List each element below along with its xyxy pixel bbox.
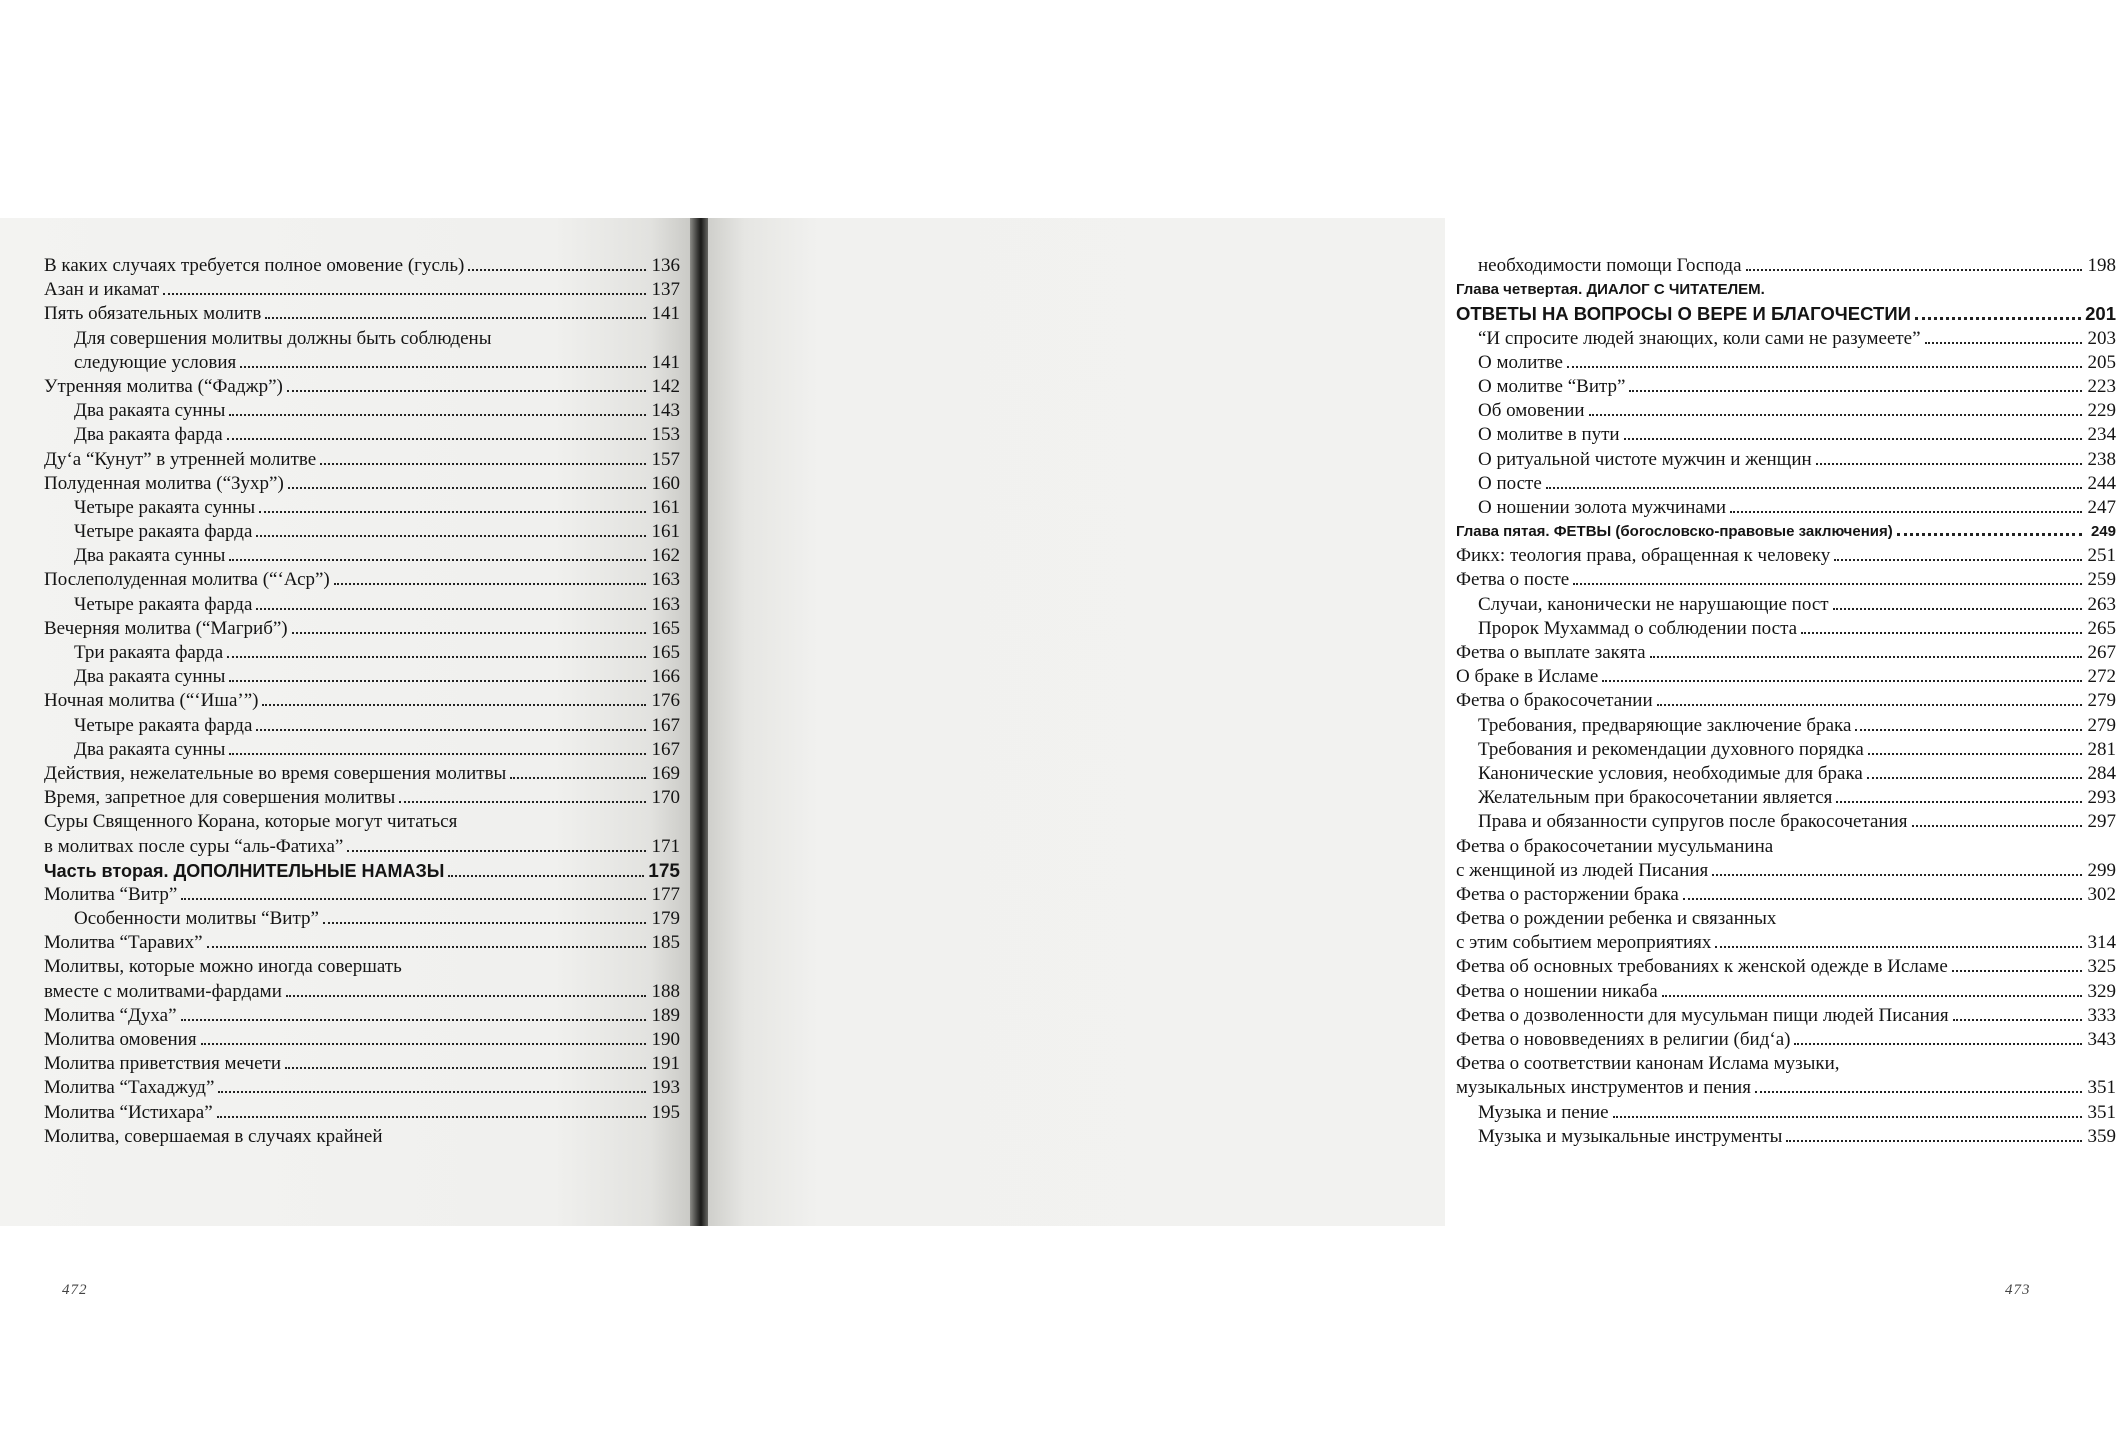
toc-entry xyxy=(1456,544,2116,568)
toc-entry-title: О молитве в пути xyxy=(1478,424,1620,446)
toc-entry xyxy=(44,786,680,810)
toc-entry-title: Фетва о дозволенности для мусульман пищи людей Писания xyxy=(1456,1004,1949,1026)
toc-leader-dots xyxy=(229,753,646,755)
toc-leader-dots xyxy=(1816,463,2082,465)
toc-entry-page: 205 xyxy=(2087,351,2116,373)
toc-entry-page: 189 xyxy=(651,1004,680,1026)
toc-entry-page: 188 xyxy=(651,980,680,1002)
toc-entry xyxy=(44,496,680,520)
toc-leader-dots xyxy=(218,1091,646,1093)
toc-entry-title: Молитва, совершаемая в случаях крайней xyxy=(44,1125,383,1147)
toc-entry-title: Утренняя молитва (“Фаджр”) xyxy=(44,375,283,397)
toc-entry-title: Полуденная молитва (“Зухр”) xyxy=(44,472,284,494)
toc-entry-title: Права и обязанности супругов после бракосочетания xyxy=(1478,811,1908,833)
toc-entry-title: Азан и икамат xyxy=(44,279,160,301)
toc-leader-dots xyxy=(1855,729,2082,731)
toc-entry-title: Пять обязательных молитв xyxy=(44,303,262,325)
toc-entry-page: 238 xyxy=(2087,448,2116,470)
toc-entry xyxy=(1456,738,2116,762)
toc-entry xyxy=(1456,641,2116,665)
toc-leader-dots xyxy=(286,995,646,997)
toc-entry xyxy=(44,423,680,447)
toc-entry xyxy=(44,883,680,907)
toc-entry xyxy=(1456,1101,2116,1125)
toc-entry-title: Два ракаята сунны xyxy=(74,738,226,760)
toc-leader-dots xyxy=(1662,995,2082,997)
toc-entry-title: Фетва о выплате закята xyxy=(1456,642,1646,663)
left-table-of-contents xyxy=(44,254,680,1149)
toc-entry xyxy=(44,1004,680,1028)
toc-entry-page: 351 xyxy=(2087,1077,2116,1099)
toc-entry xyxy=(1456,714,2116,738)
toc-entry-page: 272 xyxy=(2087,666,2116,688)
toc-leader-dots xyxy=(1801,632,2082,634)
toc-entry xyxy=(44,931,680,955)
toc-entry-page: 165 xyxy=(651,642,680,663)
right-page-number: 473 xyxy=(2005,1282,2031,1298)
right-table-of-contents xyxy=(1456,254,2116,1149)
toc-entry-page: 198 xyxy=(2087,255,2116,276)
toc-leader-dots xyxy=(1915,317,2081,320)
toc-leader-dots xyxy=(1925,342,2082,344)
toc-entry-title: Фетва о ношении никаба xyxy=(1456,980,1658,1002)
toc-leader-dots xyxy=(448,875,644,877)
toc-leader-dots xyxy=(347,850,646,852)
toc-entry xyxy=(44,689,680,713)
toc-leader-dots xyxy=(285,1067,646,1069)
toc-entry xyxy=(44,1028,680,1052)
toc-entry-page: 229 xyxy=(2087,400,2116,422)
toc-entry-title: Музыка и пение xyxy=(1478,1101,1609,1123)
toc-leader-dots xyxy=(468,269,646,271)
toc-leader-dots xyxy=(288,487,646,489)
toc-entry-title: Глава четвертая. ДИАЛОГ С ЧИТАТЕЛЕМ. xyxy=(1456,281,1765,299)
toc-leader-dots xyxy=(1786,1140,2082,1142)
toc-leader-dots xyxy=(1613,1116,2082,1118)
toc-entry-page: 267 xyxy=(2087,642,2116,663)
toc-leader-dots xyxy=(1683,898,2082,900)
toc-entry-page: 359 xyxy=(2087,1125,2116,1147)
toc-leader-dots xyxy=(265,317,646,319)
toc-entry xyxy=(44,254,680,278)
toc-entry-title: О посте xyxy=(1478,472,1542,494)
toc-leader-dots xyxy=(181,898,646,900)
toc-leader-dots xyxy=(334,583,646,585)
toc-entry-page: 170 xyxy=(651,787,680,809)
toc-entry-page: 259 xyxy=(2087,569,2116,591)
toc-entry-title: О ношении золота мужчинами xyxy=(1478,496,1726,518)
toc-entry xyxy=(44,302,680,326)
book-gutter xyxy=(690,218,710,1226)
toc-entry-page: 351 xyxy=(2087,1101,2116,1123)
toc-entry xyxy=(1456,1028,2116,1052)
toc-entry-page: 161 xyxy=(651,521,680,543)
toc-entry-page: 333 xyxy=(2087,1004,2116,1026)
toc-leader-dots xyxy=(1657,704,2082,706)
toc-entry xyxy=(44,520,680,544)
toc-entry xyxy=(1456,327,2116,351)
toc-entry-page: 179 xyxy=(651,908,680,930)
toc-leader-dots xyxy=(1833,608,2082,610)
toc-entry xyxy=(44,278,680,302)
toc-entry xyxy=(44,399,680,423)
toc-entry xyxy=(44,859,680,883)
toc-leader-dots xyxy=(201,1043,646,1045)
toc-entry xyxy=(44,810,680,834)
toc-entry-title: О молитве xyxy=(1478,351,1563,373)
book-spread xyxy=(0,218,2116,1298)
toc-entry xyxy=(1456,859,2116,883)
toc-entry-title: вместе с молитвами-фардами xyxy=(44,980,282,1002)
toc-leader-dots xyxy=(1629,390,2082,392)
toc-leader-dots xyxy=(1834,559,2082,561)
toc-entry-page: 293 xyxy=(2087,787,2116,809)
toc-entry-page: 161 xyxy=(651,496,680,518)
toc-leader-dots xyxy=(1867,777,2082,779)
toc-entry-page: 284 xyxy=(2087,762,2116,784)
toc-leader-dots xyxy=(1897,533,2082,536)
toc-entry-title: Два ракаята сунны xyxy=(74,666,226,688)
toc-entry-page: 169 xyxy=(651,762,680,784)
toc-entry xyxy=(1456,1125,2116,1149)
toc-entry-page: 247 xyxy=(2087,496,2116,518)
toc-entry-title: Часть вторая. ДОПОЛНИТЕЛЬНЫЕ НАМАЗЫ xyxy=(44,860,445,881)
toc-leader-dots xyxy=(1573,583,2082,585)
toc-entry-page: 143 xyxy=(651,400,680,422)
toc-entry xyxy=(44,955,680,979)
toc-leader-dots xyxy=(217,1116,646,1118)
toc-entry xyxy=(1456,448,2116,472)
right-page xyxy=(708,218,2116,1298)
toc-entry xyxy=(1456,617,2116,641)
toc-entry-title: Фетва о посте xyxy=(1456,569,1570,591)
toc-entry xyxy=(1456,786,2116,810)
toc-leader-dots xyxy=(256,608,646,610)
toc-entry-page: 223 xyxy=(2087,375,2116,397)
toc-entry xyxy=(1456,520,2116,544)
toc-leader-dots xyxy=(320,463,646,465)
toc-leader-dots xyxy=(1836,801,2082,803)
toc-leader-dots xyxy=(510,777,646,779)
toc-leader-dots xyxy=(1546,487,2082,489)
toc-entry-page: 165 xyxy=(651,617,680,639)
toc-entry-title: Пророк Мухаммад о соблюдении поста xyxy=(1478,617,1798,639)
toc-leader-dots xyxy=(229,559,646,561)
toc-entry xyxy=(44,762,680,786)
toc-entry xyxy=(1456,907,2116,931)
toc-entry xyxy=(1456,810,2116,834)
toc-entry-page: 163 xyxy=(651,593,680,615)
toc-entry-title: Молитва “Духа” xyxy=(44,1004,177,1026)
toc-leader-dots xyxy=(399,801,646,803)
toc-entry xyxy=(44,568,680,592)
toc-leader-dots xyxy=(259,511,646,513)
toc-entry-title: Фетва о бракосочетании xyxy=(1456,690,1653,712)
toc-entry-title: Фетва о соответствии канонам Ислама музыки, xyxy=(1456,1053,1840,1075)
toc-entry-page: 244 xyxy=(2087,472,2116,494)
toc-entry-page: 279 xyxy=(2087,690,2116,712)
toc-entry-page: 141 xyxy=(651,303,680,325)
toc-entry xyxy=(44,714,680,738)
toc-entry xyxy=(1456,375,2116,399)
toc-entry xyxy=(44,835,680,859)
toc-entry xyxy=(1456,955,2116,979)
toc-entry-page: 234 xyxy=(2087,424,2116,446)
toc-entry-title: Три ракаята фарда xyxy=(74,642,224,663)
toc-entry xyxy=(1456,496,2116,520)
toc-entry xyxy=(1456,689,2116,713)
toc-entry-page: 171 xyxy=(651,835,680,857)
toc-entry-title: О браке в Исламе xyxy=(1456,666,1599,688)
toc-entry-title: Четыре ракаята сунны xyxy=(74,496,256,518)
toc-entry-title: Молитвы, которые можно иногда совершать xyxy=(44,956,402,978)
toc-entry-page: 157 xyxy=(651,448,680,470)
toc-entry xyxy=(1456,980,2116,1004)
toc-entry-title: Молитва “Истихара” xyxy=(44,1101,213,1123)
toc-entry xyxy=(44,593,680,617)
toc-entry-title: Четыре ракаята фарда xyxy=(74,593,253,615)
toc-entry-page: 142 xyxy=(651,375,680,397)
toc-entry-page: 141 xyxy=(651,351,680,373)
toc-entry-title: с женщиной из людей Писания xyxy=(1456,859,1709,881)
toc-entry-page: 325 xyxy=(2087,956,2116,978)
toc-leader-dots xyxy=(1746,269,2082,271)
toc-entry-page: 297 xyxy=(2087,811,2116,833)
toc-entry-page: 265 xyxy=(2087,617,2116,639)
toc-leader-dots xyxy=(207,946,646,948)
toc-leader-dots xyxy=(1712,874,2082,876)
left-page xyxy=(0,218,692,1298)
toc-entry xyxy=(1456,423,2116,447)
toc-leader-dots xyxy=(256,729,646,731)
toc-entry-page: 167 xyxy=(651,738,680,760)
toc-entry-title: Требования и рекомендации духовного порядка xyxy=(1478,738,1864,760)
toc-entry xyxy=(1456,1076,2116,1100)
toc-entry xyxy=(44,980,680,1004)
toc-entry xyxy=(1456,931,2116,955)
toc-entry xyxy=(44,375,680,399)
toc-entry-title: Фетва о расторжении брака xyxy=(1456,883,1679,905)
toc-entry-page: 137 xyxy=(651,279,680,301)
toc-entry-page: 299 xyxy=(2087,859,2116,881)
toc-entry-page: 160 xyxy=(651,472,680,494)
toc-entry-page: 176 xyxy=(651,690,680,712)
toc-entry xyxy=(44,617,680,641)
toc-entry-title: Фикх: теология права, обращенная к человеку xyxy=(1456,545,1831,567)
toc-entry xyxy=(1456,568,2116,592)
toc-entry-page: 175 xyxy=(648,860,680,882)
toc-entry-page: 136 xyxy=(651,255,680,276)
toc-leader-dots xyxy=(256,535,646,537)
toc-entry-title: Молитва “Таравих” xyxy=(44,932,203,954)
toc-leader-dots xyxy=(1589,414,2082,416)
toc-entry-title: Молитва “Тахаджуд” xyxy=(44,1077,215,1099)
toc-entry xyxy=(44,641,680,665)
toc-entry-title: с этим событием мероприятиях xyxy=(1456,932,1712,954)
toc-entry-title: Четыре ракаята фарда xyxy=(74,714,253,736)
toc-leader-dots xyxy=(1567,366,2082,368)
toc-leader-dots xyxy=(227,656,646,658)
toc-entry-title: Послеполуденная молитва (“‘Аср”) xyxy=(44,569,330,591)
toc-leader-dots xyxy=(229,414,646,416)
toc-leader-dots xyxy=(1650,656,2082,658)
toc-entry xyxy=(1456,278,2116,302)
toc-entry-page: 167 xyxy=(651,714,680,736)
toc-entry-title: Два ракаята сунны xyxy=(74,545,226,567)
toc-entry xyxy=(44,738,680,762)
toc-leader-dots xyxy=(227,438,646,440)
toc-entry-page: 166 xyxy=(651,666,680,688)
toc-entry-title: В каких случаях требуется полное омовение (гусль) xyxy=(44,255,465,276)
toc-entry xyxy=(44,351,680,375)
toc-leader-dots xyxy=(287,390,646,392)
toc-entry-title: следующие условия xyxy=(74,351,237,373)
toc-entry-title: Ночная молитва (“‘Иша’”) xyxy=(44,690,259,712)
toc-entry-page: 203 xyxy=(2087,327,2116,349)
toc-entry-title: Фетва об основных требованиях к женской одежде в Исламе xyxy=(1456,956,1948,978)
toc-entry-page: 279 xyxy=(2087,714,2116,736)
toc-entry-title: необходимости помощи Господа xyxy=(1478,255,1742,276)
toc-entry xyxy=(44,1052,680,1076)
toc-entry xyxy=(1456,593,2116,617)
toc-entry xyxy=(44,1101,680,1125)
toc-entry xyxy=(44,448,680,472)
toc-entry-title: Случаи, канонически не нарушающие пост xyxy=(1478,593,1829,615)
toc-entry xyxy=(44,544,680,568)
toc-entry-title: музыкальных инструментов и пения xyxy=(1456,1077,1751,1099)
toc-entry-page: 162 xyxy=(651,545,680,567)
toc-entry-page: 314 xyxy=(2087,932,2116,954)
toc-entry xyxy=(1456,399,2116,423)
toc-leader-dots xyxy=(1602,680,2082,682)
toc-leader-dots xyxy=(1953,1019,2082,1021)
toc-leader-dots xyxy=(323,922,646,924)
toc-leader-dots xyxy=(1868,753,2082,755)
toc-entry-title: Два ракаята сунны xyxy=(74,400,226,422)
toc-entry-title: Для совершения молитвы должны быть соблюдены xyxy=(74,327,492,349)
toc-entry xyxy=(1456,883,2116,907)
toc-entry-title: О ритуальной чистоте мужчин и женщин xyxy=(1478,448,1812,470)
toc-entry xyxy=(1456,1052,2116,1076)
toc-entry-page: 177 xyxy=(651,883,680,905)
toc-entry xyxy=(1456,665,2116,689)
toc-entry xyxy=(44,665,680,689)
toc-entry-page: 263 xyxy=(2087,593,2116,615)
toc-entry xyxy=(44,327,680,351)
toc-entry xyxy=(1456,302,2116,326)
toc-entry-title: ОТВЕТЫ НА ВОПРОСЫ О ВЕРЕ И БЛАГОЧЕСТИИ xyxy=(1456,303,1911,325)
toc-entry-title: Канонические условия, необходимые для брака xyxy=(1478,762,1863,784)
toc-entry-title: Глава пятая. ФЕТВЫ (богословско-правовые заключения) xyxy=(1456,523,1893,541)
toc-entry-title: Молитва “Витр” xyxy=(44,883,178,905)
toc-entry-title: Особенности молитвы “Витр” xyxy=(74,908,319,930)
toc-leader-dots xyxy=(1624,438,2082,440)
toc-entry-page: 153 xyxy=(651,424,680,446)
toc-leader-dots xyxy=(292,632,646,634)
toc-entry xyxy=(1456,1004,2116,1028)
toc-leader-dots xyxy=(163,293,646,295)
toc-leader-dots xyxy=(1755,1091,2082,1093)
toc-entry xyxy=(44,472,680,496)
toc-entry xyxy=(1456,472,2116,496)
toc-entry-page: 191 xyxy=(651,1053,680,1075)
toc-entry-page: 249 xyxy=(2090,523,2116,541)
toc-entry-page: 281 xyxy=(2087,738,2116,760)
toc-entry-title: Время, запретное для совершения молитвы xyxy=(44,787,396,809)
left-page-number: 472 xyxy=(62,1282,88,1298)
toc-entry xyxy=(44,907,680,931)
toc-entry-title: Молитва омовения xyxy=(44,1029,197,1050)
toc-entry-page: 195 xyxy=(651,1101,680,1123)
toc-entry-title: Действия, нежелательные во время совершения молитвы xyxy=(44,762,507,784)
toc-leader-dots xyxy=(240,366,646,368)
toc-entry-title: Фетва о рождении ребенка и связанных xyxy=(1456,908,1777,930)
toc-leader-dots xyxy=(1715,946,2082,948)
toc-entry xyxy=(1456,351,2116,375)
toc-leader-dots xyxy=(1794,1043,2082,1045)
toc-entry-page: 163 xyxy=(651,569,680,591)
toc-entry-title: Молитва приветствия мечети xyxy=(44,1053,281,1075)
toc-leader-dots xyxy=(181,1019,646,1021)
toc-entry-page: 329 xyxy=(2087,980,2116,1002)
toc-entry xyxy=(44,1125,680,1149)
toc-entry xyxy=(1456,762,2116,786)
toc-entry-title: в молитвах после суры “аль-Фатиха” xyxy=(44,835,344,857)
toc-entry-title: Два ракаята фарда xyxy=(74,424,223,446)
toc-entry xyxy=(1456,254,2116,278)
toc-entry-title: Об омовении xyxy=(1478,400,1585,422)
toc-entry-page: 190 xyxy=(651,1029,680,1050)
toc-entry-page: 185 xyxy=(651,932,680,954)
toc-leader-dots xyxy=(1952,970,2082,972)
toc-leader-dots xyxy=(229,680,646,682)
toc-entry-title: Четыре ракаята фарда xyxy=(74,521,253,543)
toc-entry-page: 251 xyxy=(2087,545,2116,567)
toc-entry-title: Ду‘а “Кунут” в утренней молитве xyxy=(44,448,317,470)
toc-entry-page: 201 xyxy=(2085,303,2116,325)
toc-leader-dots xyxy=(1730,511,2082,513)
toc-entry-title: О молитве “Витр” xyxy=(1478,375,1626,397)
toc-entry-title: Фетва о бракосочетании мусульманина xyxy=(1456,835,1774,857)
toc-entry-page: 302 xyxy=(2087,883,2116,905)
toc-entry-title: “И спросите людей знающих, коли сами не разумеете” xyxy=(1478,327,1921,349)
toc-entry-title: Суры Священного Корана, которые могут читаться xyxy=(44,811,458,833)
toc-leader-dots xyxy=(1912,825,2082,827)
toc-entry-page: 193 xyxy=(651,1077,680,1099)
toc-leader-dots xyxy=(262,704,646,706)
toc-entry-title: Вечерняя молитва (“Магриб”) xyxy=(44,617,288,639)
toc-entry-title: Музыка и музыкальные инструменты xyxy=(1478,1125,1783,1147)
toc-entry-title: Требования, предваряющие заключение брака xyxy=(1478,714,1852,736)
toc-entry-title: Фетва о нововведениях в религии (бид‘а) xyxy=(1456,1029,1791,1050)
toc-entry xyxy=(44,1076,680,1100)
toc-entry-title: Желательным при бракосочетании является xyxy=(1478,787,1833,809)
toc-entry-page: 343 xyxy=(2087,1029,2116,1050)
toc-entry xyxy=(1456,835,2116,859)
